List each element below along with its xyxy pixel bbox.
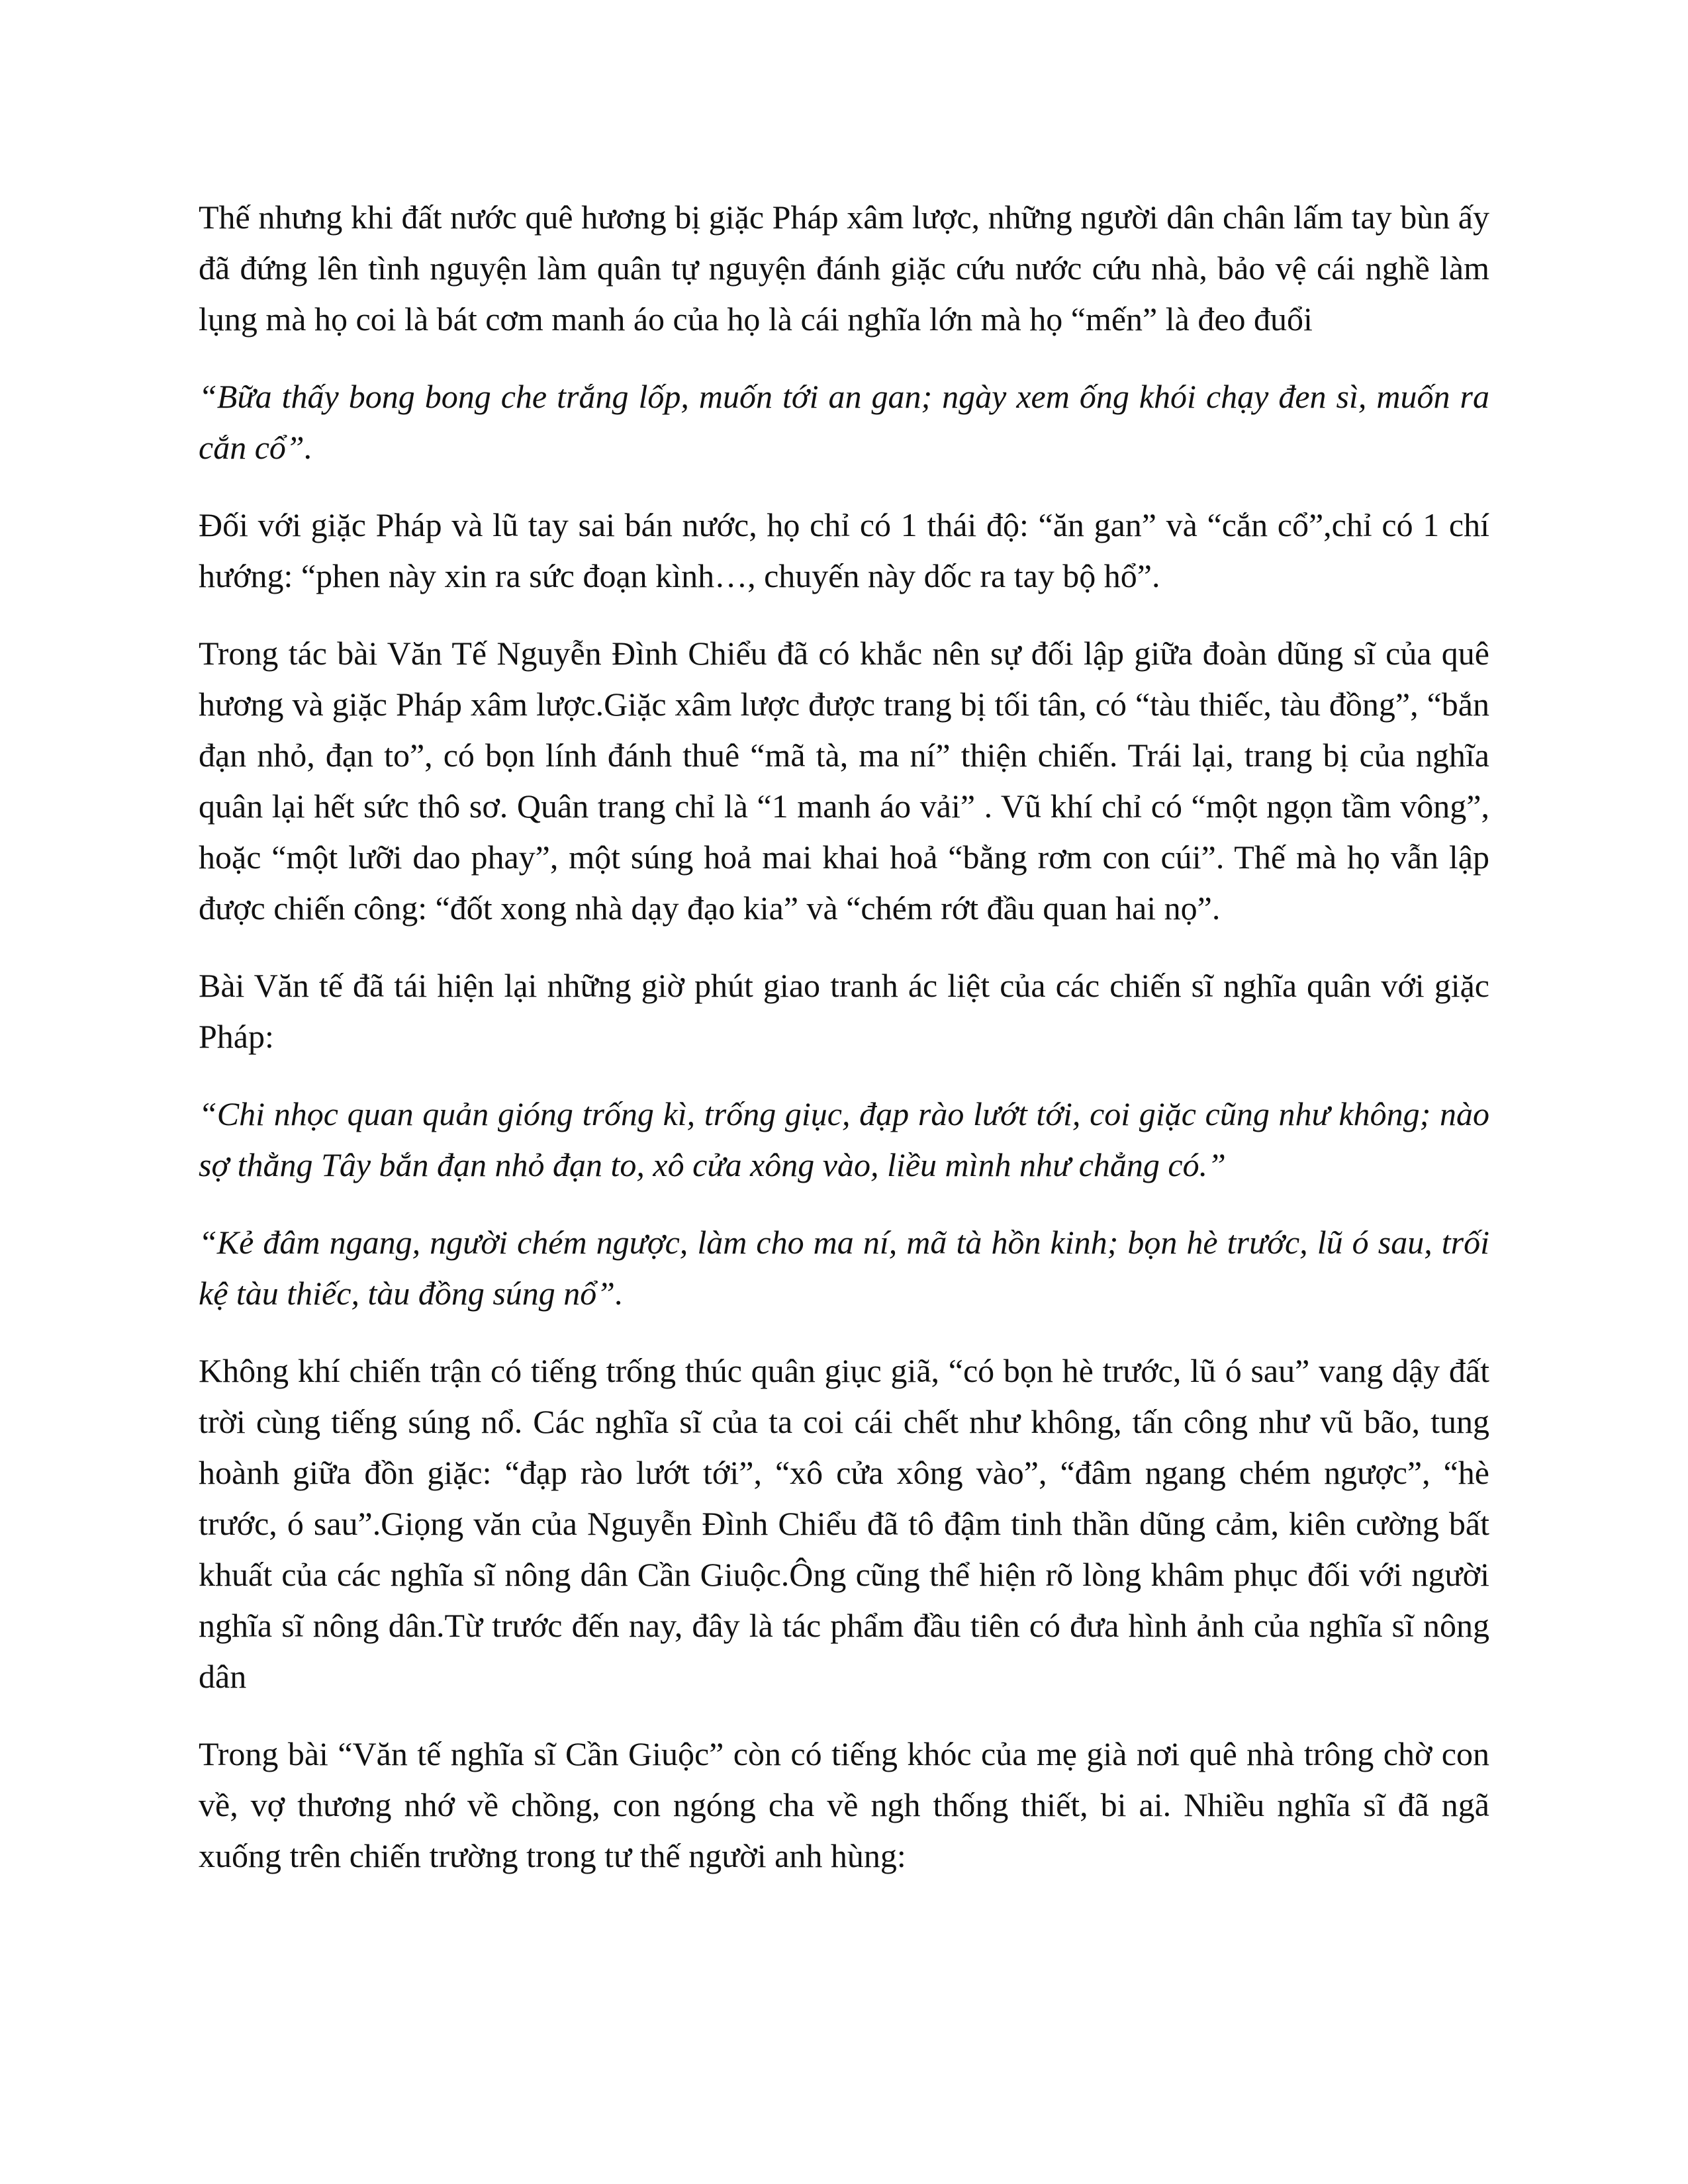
quote-bong-bong: “Bữa thấy bong bong che trắng lốp, muốn tới an gan; ngày xem ống khói chạy đen sì, muốn ra cắn cổ”.	[199, 378, 1489, 466]
quote-ke-dam-ngang: “Kẻ đâm ngang, người chém ngược, làm cho ma ní, mã tà hồn kinh; bọn hè trước, lũ ó sau, trối kệ tàu thiếc, tàu đồng súng nổ”.	[199, 1224, 1489, 1312]
paragraph-peasants-rise: Thế nhưng khi đất nước quê hương bị giặc Pháp xâm lược, những người dân chân lấm tay bùn ấy đã đứng lên tình nguyện làm quân tự nguyện đánh giặc cứu nước cứu nhà, bảo vệ cái nghề làm lụng mà họ coi là bát cơm manh áo của họ là cái nghĩa lớn mà họ “mến” là đeo đuổi	[199, 199, 1489, 338]
paragraph-contrast: Trong tác bài Văn Tế Nguyễn Đình Chiểu đã có khắc nên sự đối lập giữa đoàn dũng sĩ của quê hương và giặc Pháp xâm lược.Giặc xâm lược được trang bị tối tân, có “tàu thiếc, tàu đồng”, “bắn đạn nhỏ, đạn to”, có bọn lính đánh thuê “mã tà, ma ní” thiện chiến. Trái lại, trang bị của nghĩa quân lại hết sức thô sơ. Quân trang chỉ là “1 manh áo vải” . Vũ khí chỉ có “một ngọn tầm vông”, hoặc “một lưỡi dao phay”, một súng hoả mai khai hoả “bằng rơm con cúi”. Thế mà họ vẫn lập được chiến công: “đốt xong nhà dạy đạo kia” và “chém rớt đầu quan hai nọ”.	[199, 635, 1489, 927]
quote-chi-nhoc: “Chi nhọc quan quản gióng trống kì, trống giục, đạp rào lướt tới, coi giặc cũng như không; nào sợ thằng Tây bắn đạn nhỏ đạn to, xô cửa xông vào, liều mình như chẳng có.”	[199, 1095, 1489, 1183]
paragraph-attitude: Đối với giặc Pháp và lũ tay sai bán nước, họ chỉ có 1 thái độ: “ăn gan” và “cắn cổ”,chỉ có 1 chí hướng: “phen này xin ra sức đoạn kình…, chuyến này dốc ra tay bộ hổ”.	[199, 506, 1489, 594]
paragraph-battle-intro: Bài Văn tế đã tái hiện lại những giờ phút giao tranh ác liệt của các chiến sĩ nghĩa quân với giặc Pháp:	[199, 967, 1489, 1055]
paragraph-battle-atmosphere: Không khí chiến trận có tiếng trống thúc quân giục giã, “có bọn hè trước, lũ ó sau” vang dậy đất trời cùng tiếng súng nổ. Các nghĩa sĩ của ta coi cái chết như không, tấn công như vũ bão, tung hoành giữa đồn giặc: “đạp rào lướt tới”, “xô cửa xông vào”, “đâm ngang chém ngược”, “hè trước, ó sau”.Giọng văn của Nguyễn Đình Chiểu đã tô đậm tinh thần dũng cảm, kiên cường bất khuất của các nghĩa sĩ nông dân Cần Giuộc.Ông cũng thể hiện rõ lòng khâm phục đối với người nghĩa sĩ nông dân.Từ trước đến nay, đây là tác phẩm đầu tiên có đưa hình ảnh của nghĩa sĩ nông dân	[199, 1352, 1489, 1695]
document-page	[199, 192, 1489, 1908]
paragraph-mourning: Trong bài “Văn tế nghĩa sĩ Cần Giuộc” còn có tiếng khóc của mẹ già nơi quê nhà trông chờ con về, vợ thương nhớ về chồng, con ngóng cha về ngh thống thiết, bi ai. Nhiều nghĩa sĩ đã ngã xuống trên chiến trường trong tư thế người anh hùng:	[199, 1735, 1489, 1874]
